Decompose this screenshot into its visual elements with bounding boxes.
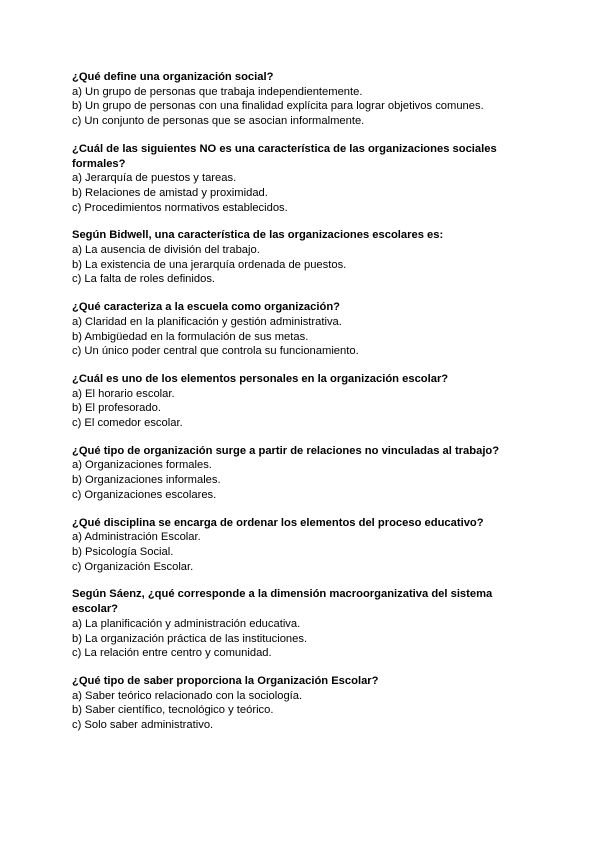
option-b: b) El profesorado. — [72, 402, 161, 415]
option-a: a) El horario escolar. — [72, 387, 175, 400]
question-9 — [72, 674, 532, 733]
question-4 — [72, 300, 532, 359]
option-c: c) La relación entre centro y comunidad. — [72, 647, 272, 660]
question-6 — [72, 444, 532, 503]
question-title: Según Bidwell, una característica de las organizaciones escolares es: — [72, 229, 444, 242]
option-a: a) Jerarquía de puestos y tareas. — [72, 172, 237, 185]
option-b: b) Saber científico, tecnológico y teórico. — [72, 704, 274, 717]
option-b: b) La organización práctica de las instituciones. — [72, 632, 308, 645]
option-a: a) La ausencia de división del trabajo. — [72, 244, 260, 257]
option-b: b) Ambigüedad en la formulación de sus metas. — [72, 330, 309, 343]
question-title: ¿Qué disciplina se encarga de ordenar los elementos del proceso educativo? — [72, 516, 484, 529]
question-title: ¿Cuál es uno de los elementos personales en la organización escolar? — [72, 372, 449, 385]
option-a: a) Administración Escolar. — [72, 531, 201, 544]
question-7 — [72, 516, 532, 575]
option-b: b) Psicología Social. — [72, 545, 174, 558]
option-c: c) Organización Escolar. — [72, 560, 194, 573]
option-a: a) Saber teórico relacionado con la sociología. — [72, 689, 303, 702]
option-c: c) El comedor escolar. — [72, 417, 183, 430]
option-c: c) Un conjunto de personas que se asocian informalmente. — [72, 115, 365, 128]
option-a: a) Un grupo de personas que trabaja independientemente. — [72, 85, 363, 98]
question-5 — [72, 372, 532, 431]
question-title: ¿Qué caracteriza a la escuela como organización? — [72, 301, 340, 314]
question-title: ¿Qué define una organización social? — [72, 71, 274, 83]
question-1 — [72, 70, 532, 129]
option-c: c) Un único poder central que controla su funcionamiento. — [72, 345, 359, 358]
option-b: b) Organizaciones informales. — [72, 474, 221, 487]
option-b: b) Relaciones de amistad y proximidad. — [72, 186, 268, 199]
question-8 — [72, 587, 532, 661]
question-2 — [72, 142, 532, 216]
option-a: a) La planificación y administración educativa. — [72, 617, 301, 630]
document-page — [72, 70, 532, 746]
question-title: ¿Qué tipo de saber proporciona la Organización Escolar? — [72, 674, 379, 687]
option-a: a) Organizaciones formales. — [72, 459, 212, 472]
question-3 — [72, 228, 532, 287]
option-c: c) Organizaciones escolares. — [72, 488, 217, 501]
option-c: c) La falta de roles definidos. — [72, 273, 216, 286]
option-c: c) Procedimientos normativos establecidos. — [72, 201, 288, 214]
option-b: b) Un grupo de personas con una finalidad explícita para lograr objetivos comunes. — [72, 100, 484, 113]
option-c: c) Solo saber administrativo. — [72, 719, 214, 732]
question-title: ¿Cuál de las siguientes NO es una característica de las organizaciones sociales formales? — [72, 142, 497, 170]
question-title: Según Sáenz, ¿qué corresponde a la dimensión macroorganizativa del sistema escolar? — [72, 588, 493, 616]
option-a: a) Claridad en la planificación y gestión administrativa. — [72, 315, 342, 328]
question-title: ¿Qué tipo de organización surge a partir de relaciones no vinculadas al trabajo? — [72, 444, 500, 457]
option-b: b) La existencia de una jerarquía ordenada de puestos. — [72, 258, 347, 271]
